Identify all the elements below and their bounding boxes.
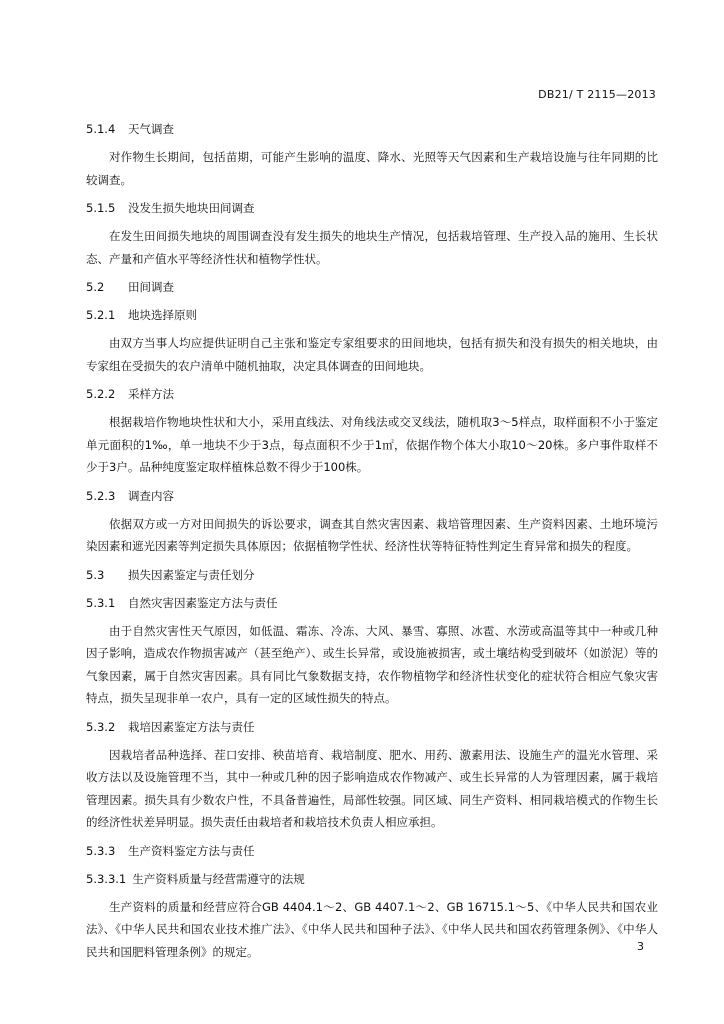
section-number: 5.2.1: [86, 308, 116, 322]
paragraph: 在发生田间损失地块的周围调查没有发生损失的地块生产情况，包括栽培管理、生产投入品的施用、生长状态、产量和产值水平等经济性状和植物学性状。: [86, 229, 658, 266]
section-heading: [86, 868, 658, 890]
section-heading: [86, 197, 658, 219]
paragraph: 因栽培者品种选择、茬口安排、秧苗培育、栽培制度、肥水、用药、激素用法、设施生产的温光水管理、采收方法以及设施管理不当，其中一种或几种的因子影响造成农作物减产、或生长异常的人为管理因素，属于栽培管理因素。损失具有少数农户性，不具备普遍性，局部性较强。同区域、同生产资料、相同栽培模式的作物生长的经济性状差异明显。损失责任由栽培者和栽培技术负责人相应承担。: [86, 747, 658, 829]
paragraph: 对作物生长期间，包括苗期，可能产生影响的温度、降水、光照等天气因素和生产栽培设施与往年同期的比较调查。: [86, 150, 658, 187]
section-title: 自然灾害因素鉴定方法与责任: [128, 595, 278, 610]
standard-number: DB21/ T 2115—2013: [538, 88, 656, 101]
paragraph: 生产资料的质量和经营应符合GB 4404.1～2、GB 4407.1～2、GB 16715.1～5、《中华人民共和国农业法》、《中华人民共和国农业技术推广法》、《中华人民共和国种子法》、《中华人民共和国农药管理条例》、《中华人民共和国肥料管理条例》的规定。: [86, 899, 658, 959]
paragraph: 由双方当事人均应提供证明自己主张和鉴定专家组要求的田间地块，包括有损失和没有损失的相关地块，由专家组在受损失的农户清单中随机抽取，决定具体调查的田间地块。: [86, 336, 658, 373]
section-number: 5.3.1: [86, 595, 116, 610]
section-number: 5.2: [86, 280, 105, 294]
paragraph: 根据栽培作物地块性状和大小，采用直线法、对角线法或交叉线法，随机取3～5样点，取样面积不小于鉴定单元面积的1‰，单一地块不少于3点，每点面积不少于1㎡，依据作物个体大小取10～20株。多户事件取样不少于3户。品种纯度鉴定取样植株总数不得少于100株。: [86, 415, 658, 474]
section-heading: [86, 716, 658, 738]
section-heading: [86, 564, 658, 586]
section-title: 损失因素鉴定与责任划分: [128, 567, 255, 582]
section-heading: [86, 276, 658, 298]
page-number: 3: [637, 940, 644, 953]
section-title: 地块选择原则: [128, 308, 197, 322]
section-number: 5.1.5: [86, 201, 116, 215]
section-title: 生产资料质量与经营需遵守的法规: [132, 871, 305, 886]
section-title: 采样方法: [128, 387, 174, 401]
section-number: 5.3.3.1: [86, 871, 127, 886]
section-heading: [86, 304, 658, 326]
paragraph: 依据双方或一方对田间损失的诉讼要求，调查其自然灾害因素、栽培管理因素、生产资料因素、土地环境污染因素和遮光因素等判定损失具体原因；依据植物学性状、经济性状等特征特性判定生育异常和损失的程度。: [86, 516, 658, 553]
section-title: 没发生损失地块田间调查: [128, 201, 255, 215]
section-heading: [86, 485, 658, 507]
section-number: 5.3.3: [86, 843, 116, 858]
section-number: 5.2.3: [86, 488, 116, 503]
section-number: 5.2.2: [86, 387, 116, 401]
section-title: 调查内容: [128, 488, 174, 503]
section-heading: [86, 592, 658, 614]
document-body: [86, 118, 658, 969]
section-title: 天气调查: [128, 122, 174, 136]
section-number: 5.3: [86, 567, 105, 582]
section-title: 栽培因素鉴定方法与责任: [128, 719, 255, 734]
section-heading: [86, 840, 658, 862]
section-heading: [86, 383, 658, 405]
paragraph: 由于自然灾害性天气原因，如低温、霜冻、冷冻、大风、暴雪、寡照、冰雹、水涝或高温等其中一种或几种因子影响，造成农作物损害减产（甚至绝产）、或生长异常，或设施被损害，或土壤结构受到破坏（如淤泥）等的气象因素，属于自然灾害因素。具有同比气象数据支持，农作物植物学和经济性状变化的症状符合相应气象灾害特点，损失呈现非单一农户，具有一定的区域性损失的特点。: [86, 623, 658, 705]
section-number: 5.3.2: [86, 719, 116, 734]
section-number: 5.1.4: [86, 122, 116, 136]
section-title: 生产资料鉴定方法与责任: [128, 843, 255, 858]
section-title: 田间调查: [128, 280, 174, 294]
section-heading: [86, 118, 658, 140]
